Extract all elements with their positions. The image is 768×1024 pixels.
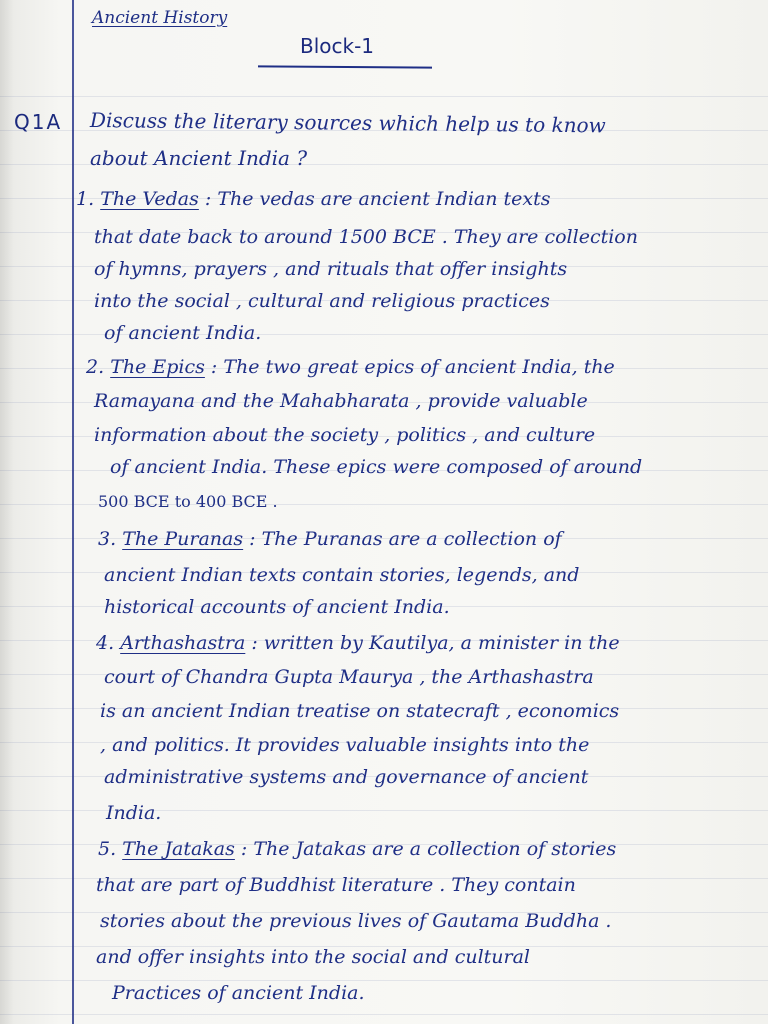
answer-4-line: written by Kautilya, a minister in the bbox=[263, 632, 620, 654]
answer-2-line: of ancient India. These epics were composed of around bbox=[110, 456, 643, 478]
answer-5-heading: The Jatakas bbox=[122, 838, 235, 860]
answer-2-line: Ramayana and the Mahabharata , provide valuable bbox=[94, 390, 588, 412]
answer-5-first-line bbox=[98, 840, 616, 859]
answer-1-line: The vedas are ancient Indian texts bbox=[217, 188, 551, 210]
answer-2-number: 2. bbox=[86, 356, 105, 378]
answer-3-heading: The Puranas bbox=[122, 528, 244, 550]
answer-1-heading: The Vedas bbox=[100, 188, 199, 210]
answer-1-line: of hymns, prayers , and rituals that offer insights bbox=[94, 258, 568, 280]
answer-5-line: and offer insights into the social and cultural bbox=[96, 946, 531, 968]
block-title: Block-1 bbox=[300, 34, 375, 58]
answer-5-line: stories about the previous lives of Gautama Buddha . bbox=[100, 910, 612, 932]
answer-1-number: 1. bbox=[76, 188, 95, 210]
answer-4-line: , and politics. It provides valuable insights into the bbox=[100, 734, 590, 756]
answer-4-heading: Arthashastra bbox=[120, 632, 246, 654]
answer-4-line: court of Chandra Gupta Maurya , the Arthashastra bbox=[104, 666, 594, 688]
answer-1-first-line bbox=[76, 190, 550, 209]
ruled-line bbox=[0, 96, 768, 97]
answer-4-first-line bbox=[96, 634, 620, 653]
ruled-line bbox=[0, 980, 768, 981]
margin-line bbox=[72, 0, 74, 1024]
answer-2-first-line bbox=[86, 358, 615, 377]
answer-5-line: that are part of Buddhist literature . They contain bbox=[96, 874, 576, 896]
answer-2-line: information about the society , politics , and culture bbox=[94, 424, 596, 446]
answer-5-separator: : bbox=[234, 838, 254, 860]
answer-3-first-line bbox=[98, 530, 562, 549]
question-line: about Ancient India ? bbox=[90, 146, 308, 170]
answer-4-number: 4. bbox=[96, 632, 115, 654]
answer-4-line: is an ancient Indian treatise on statecraft , economics bbox=[100, 700, 620, 722]
ruled-line bbox=[0, 1014, 768, 1015]
page-edge-shadow bbox=[0, 0, 14, 1024]
answer-3-line: The Puranas are a collection of bbox=[261, 528, 562, 550]
question-line: Discuss the literary sources which help us to know bbox=[89, 108, 606, 138]
answer-2-heading: The Epics bbox=[110, 356, 205, 378]
answer-3-number: 3. bbox=[98, 528, 117, 550]
answer-1-separator: : bbox=[198, 188, 218, 210]
answer-4-line: administrative systems and governance of ancient bbox=[104, 766, 589, 788]
answer-3-line: historical accounts of ancient India. bbox=[104, 596, 450, 618]
answer-5-line: The Jatakas are a collection of stories bbox=[253, 838, 617, 860]
answer-1-line: of ancient India. bbox=[104, 322, 262, 344]
answer-4-line: India. bbox=[106, 802, 162, 824]
answer-5-line: Practices of ancient India. bbox=[112, 982, 365, 1004]
answer-3-separator: : bbox=[243, 528, 262, 550]
answer-2-line: 500 BCE to 400 BCE . bbox=[98, 492, 278, 511]
answer-3-line: ancient Indian texts contain stories, legends, and bbox=[104, 564, 580, 586]
answer-1-line: into the social , cultural and religious practices bbox=[94, 290, 550, 312]
answer-5-number: 5. bbox=[98, 838, 117, 860]
answer-4-separator: : bbox=[245, 632, 264, 654]
answer-1-line: that date back to around 1500 BCE . They are collection bbox=[94, 226, 638, 248]
block-title-underline bbox=[258, 65, 432, 68]
answer-2-line: The two great epics of ancient India, the bbox=[223, 356, 615, 378]
answer-2-separator: : bbox=[204, 356, 224, 378]
subject-heading: Ancient History bbox=[92, 8, 228, 28]
question-label: Q1A bbox=[14, 110, 63, 134]
